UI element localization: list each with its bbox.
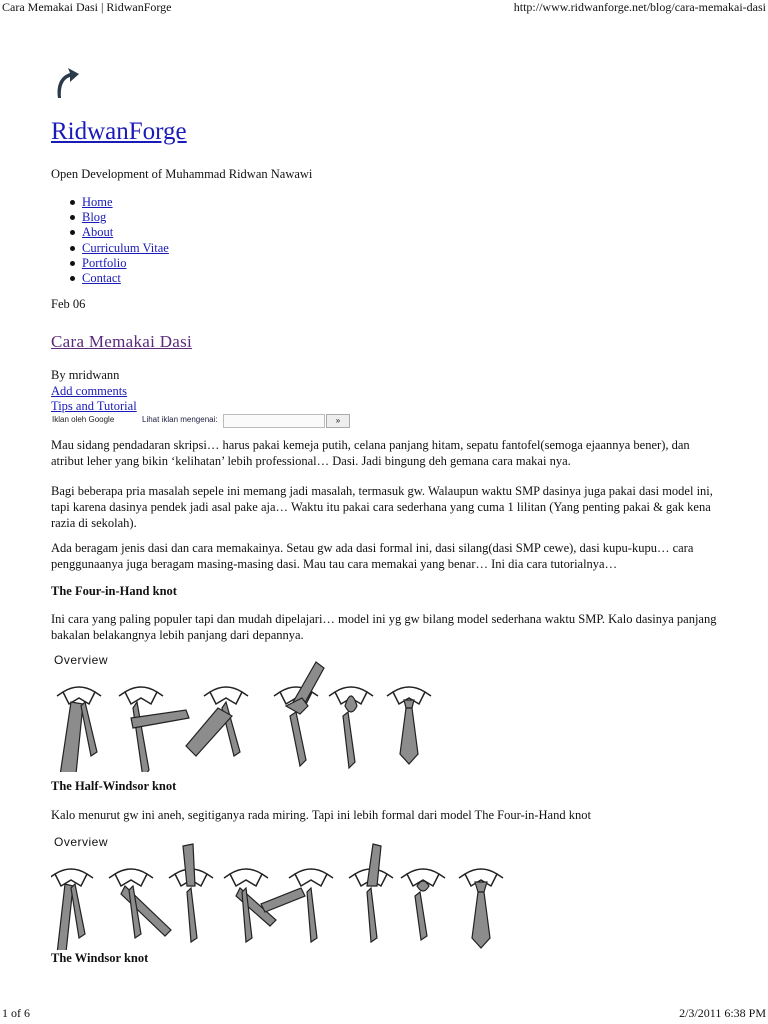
print-page-url: http://www.ridwanforge.net/blog/cara-memakai-dasi <box>513 0 766 14</box>
section-heading-four-in-hand: The Four-in-Hand knot <box>51 584 177 598</box>
bullet-icon <box>70 230 75 235</box>
half-windsor-step-3-icon <box>169 844 213 942</box>
print-page-title: Cara Memakai Dasi | RidwanForge <box>2 0 172 14</box>
half-windsor-step-5-icon <box>261 869 333 942</box>
ads-by-google-label[interactable]: Iklan oleh Google <box>52 415 115 424</box>
half-windsor-step-8-icon <box>459 869 503 948</box>
main-nav <box>52 195 169 286</box>
add-comments-link[interactable]: Add comments <box>51 383 128 398</box>
section-text-four-in-hand: Ini cara yang paling populer tapi dan mudah dipelajari… model ini yg gw bilang model sederhana waktu SMP. Kalo dasinya panjang bakalan belakangnya lebih panjang dari depannya. <box>51 612 717 642</box>
post-paragraph-3: Ada beragam jenis dasi dan cara memakainya. Setau gw ada dasi formal ini, dasi silang(dasi SMP cewe), dasi kupu-kupu… cara penggunaanya juga beragam masing-masing dasi. Mau tau cara memakai yang benar… Ini dia cara tutorialnya… <box>51 541 694 571</box>
nav-item-home <box>52 195 169 210</box>
section-text-half-windsor: Kalo menurut gw ini aneh, segitiganya rada miring. Tapi ini lebih formal dari model The Four-in-Hand knot <box>51 808 591 822</box>
post-author: By mridwann <box>51 368 120 382</box>
tie-step-6-icon <box>387 687 431 764</box>
half-windsor-step-1-icon <box>51 869 93 950</box>
post-date: Feb 06 <box>51 297 86 311</box>
curved-arrow-icon[interactable] <box>52 62 82 102</box>
nav-link-about[interactable]: About <box>82 225 114 240</box>
tie-step-3-icon <box>186 687 248 756</box>
bullet-icon <box>70 261 75 266</box>
nav-link-blog[interactable]: Blog <box>82 210 107 225</box>
half-windsor-step-7-icon <box>401 869 445 940</box>
diagram-overview-label: Overview <box>54 653 109 667</box>
ads-topic-input[interactable] <box>223 414 325 428</box>
tie-step-2-icon <box>119 687 189 772</box>
nav-item-cv <box>52 241 169 256</box>
post-meta <box>51 368 137 415</box>
site-tagline: Open Development of Muhammad Ridwan Nawawi <box>51 167 313 181</box>
diagram-overview-label: Overview <box>54 835 109 849</box>
ads-topic-label: Lihat iklan mengenai: <box>142 415 218 424</box>
half-windsor-step-2-icon <box>109 869 171 938</box>
bullet-icon <box>70 276 75 281</box>
half-windsor-diagram <box>51 834 531 950</box>
nav-link-contact[interactable]: Contact <box>82 270 121 285</box>
half-windsor-step-6-icon <box>349 844 393 942</box>
print-header <box>0 0 768 16</box>
post-paragraph-2: Bagi beberapa pria masalah sepele ini memang jadi masalah, termasuk gw. Walaupun waktu SMP dasinya juga pakai dasi model ini, tapi karena dasinya pendek jadi asal pake aja… Waktu itu pakai cara sederhana yang cuma 1 lilitan (Yang penting pakai & gak kena razia di sekolah). <box>51 484 713 530</box>
site-title-link[interactable]: RidwanForge <box>51 118 187 145</box>
nav-link-portfolio[interactable]: Portfolio <box>82 255 127 270</box>
post-title-link[interactable]: Cara Memakai Dasi <box>51 332 193 351</box>
category-link[interactable]: Tips and Tutorial <box>51 399 137 413</box>
nav-item-contact <box>52 271 169 286</box>
tie-step-5-icon <box>329 687 373 768</box>
bullet-icon <box>70 200 75 205</box>
section-heading-windsor: The Windsor knot <box>51 951 149 965</box>
nav-link-cv[interactable]: Curriculum Vitae <box>82 240 169 255</box>
bullet-icon <box>70 215 75 220</box>
nav-item-portfolio <box>52 256 169 271</box>
nav-link-home[interactable]: Home <box>82 195 113 209</box>
ads-go-button[interactable]: » <box>326 414 350 428</box>
nav-item-blog <box>52 210 169 225</box>
tie-step-4-icon <box>274 662 324 766</box>
print-footer <box>0 1006 768 1024</box>
tie-step-1-icon <box>57 687 101 772</box>
bullet-icon <box>70 246 75 251</box>
ad-bar <box>52 413 352 429</box>
print-datetime: 2/3/2011 6:38 PM <box>679 1006 766 1020</box>
print-page-number: 1 of 6 <box>2 1006 30 1020</box>
nav-item-about <box>52 225 169 240</box>
section-heading-half-windsor: The Half-Windsor knot <box>51 779 177 793</box>
four-in-hand-diagram <box>51 652 451 772</box>
post-paragraph-1: Mau sidang pendadaran skripsi… harus pakai kemeja putih, celana panjang hitam, sepatu fantofel(semoga ejaannya bener), dan atribut leher yang bikin ‘kelihatan’ lebih professional… Dasi. Jadi bingung deh gemana cara makai nya. <box>51 438 690 468</box>
